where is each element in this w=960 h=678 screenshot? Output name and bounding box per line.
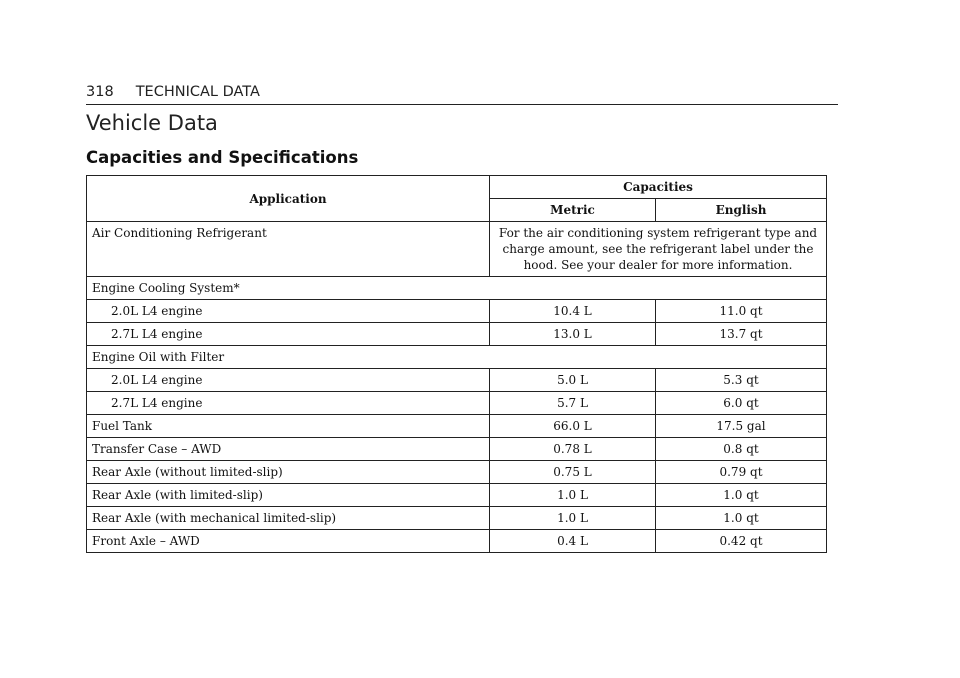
header-english: English	[656, 199, 827, 222]
metric-value: 1.0 L	[490, 507, 656, 530]
english-value: 1.0 qt	[656, 507, 827, 530]
metric-value: 66.0 L	[490, 415, 656, 438]
table-row	[87, 222, 827, 277]
metric-value: 0.78 L	[490, 438, 656, 461]
table-row	[87, 461, 827, 484]
metric-value: 1.0 L	[490, 484, 656, 507]
row-label: Front Axle – AWD	[87, 530, 490, 553]
table-row	[87, 369, 827, 392]
group-row	[87, 346, 827, 369]
row-label: 2.0L L4 engine	[87, 369, 490, 392]
row-label: Rear Axle (without limited-slip)	[87, 461, 490, 484]
row-label: Fuel Tank	[87, 415, 490, 438]
table-row	[87, 484, 827, 507]
table-row	[87, 507, 827, 530]
metric-value: 13.0 L	[490, 323, 656, 346]
row-label: Transfer Case – AWD	[87, 438, 490, 461]
header-metric: Metric	[490, 199, 656, 222]
english-value: 17.5 gal	[656, 415, 827, 438]
metric-value: 0.4 L	[490, 530, 656, 553]
english-value: 13.7 qt	[656, 323, 827, 346]
row-label: Rear Axle (with mechanical limited-slip)	[87, 507, 490, 530]
capacities-table	[86, 175, 827, 553]
table-row	[87, 300, 827, 323]
group-label: Engine Oil with Filter	[87, 346, 827, 369]
english-value: 11.0 qt	[656, 300, 827, 323]
table-row	[87, 438, 827, 461]
metric-value: 5.7 L	[490, 392, 656, 415]
row-label: 2.7L L4 engine	[87, 392, 490, 415]
metric-value: 0.75 L	[490, 461, 656, 484]
english-value: 0.8 qt	[656, 438, 827, 461]
table-row	[87, 415, 827, 438]
group-row	[87, 277, 827, 300]
row-label: 2.7L L4 engine	[87, 323, 490, 346]
english-value: 1.0 qt	[656, 484, 827, 507]
row-label: Rear Axle (with limited-slip)	[87, 484, 490, 507]
page-title: Vehicle Data	[86, 111, 218, 135]
row-label: Air Conditioning Refrigerant	[87, 222, 490, 277]
english-value: 6.0 qt	[656, 392, 827, 415]
english-value: 5.3 qt	[656, 369, 827, 392]
row-label: 2.0L L4 engine	[87, 300, 490, 323]
metric-value: 5.0 L	[490, 369, 656, 392]
refrigerant-note: For the air conditioning system refrigerant type and charge amount, see the refrigerant label under the hood. See your dealer for more information.	[490, 222, 827, 277]
english-value: 0.42 qt	[656, 530, 827, 553]
page-number: 318	[86, 84, 114, 100]
header-application: Application	[87, 176, 490, 222]
table-header-row	[87, 176, 827, 199]
table-row	[87, 323, 827, 346]
table-row	[87, 530, 827, 553]
english-value: 0.79 qt	[656, 461, 827, 484]
group-label: Engine Cooling System*	[87, 277, 827, 300]
metric-value: 10.4 L	[490, 300, 656, 323]
header-capacities: Capacities	[490, 176, 827, 199]
running-head	[86, 82, 838, 105]
section-name: TECHNICAL DATA	[135, 84, 260, 100]
section-subtitle: Capacities and Specifications	[86, 148, 359, 167]
table-row	[87, 392, 827, 415]
